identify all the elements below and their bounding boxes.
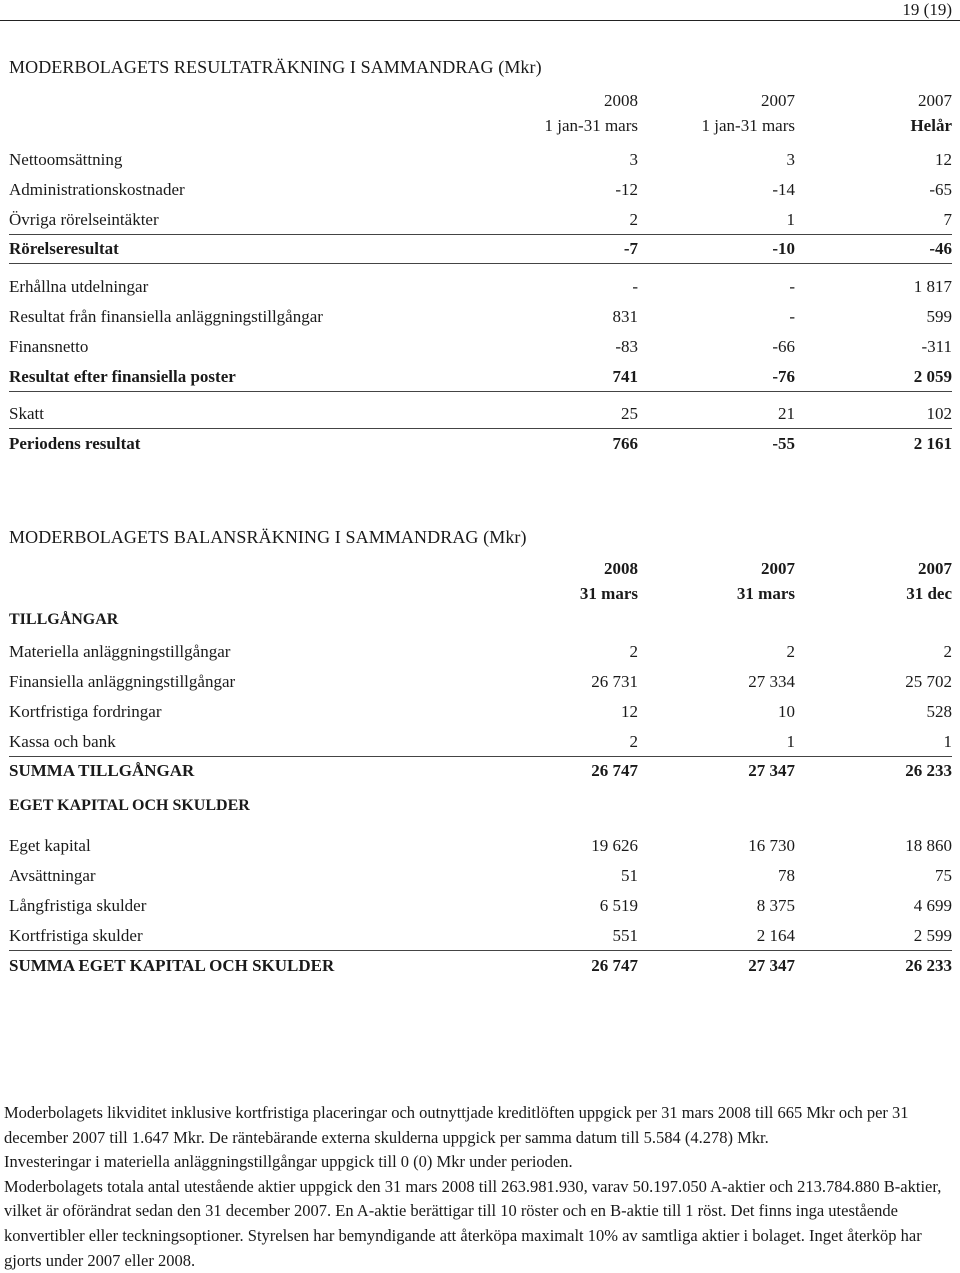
table-row — [9, 697, 952, 727]
row-value: 528 — [926, 702, 952, 721]
row-value: 26 233 — [905, 956, 952, 975]
row-value: 27 334 — [748, 672, 795, 691]
row-value: 1 — [786, 210, 795, 229]
row-value: 599 — [926, 307, 952, 326]
row-value: 26 747 — [591, 761, 638, 780]
row-value: -311 — [921, 337, 952, 356]
row-value: -14 — [772, 180, 795, 199]
row-label: Övriga rörelseintäkter — [9, 210, 159, 229]
row-value: 27 347 — [748, 761, 795, 780]
balance-col-3-year: 2007 — [918, 559, 952, 578]
balance-col-3-date: 31 dec — [906, 584, 952, 603]
row-label: Avsättningar — [9, 866, 96, 885]
row-value: -66 — [772, 337, 795, 356]
row-value: 26 731 — [591, 672, 638, 691]
balance-col-1-date: 31 mars — [579, 584, 638, 603]
table-row — [9, 332, 952, 362]
table-row — [9, 234, 952, 264]
income-col-3-year: 2007 — [918, 91, 952, 110]
table-row — [9, 175, 952, 205]
row-label: SUMMA EGET KAPITAL OCH SKULDER — [9, 956, 335, 975]
row-label: Erhållna utdelningar — [9, 277, 149, 296]
table-row — [9, 272, 952, 302]
balance-col-3-header — [762, 556, 952, 606]
row-value: 2 164 — [756, 926, 795, 945]
row-label: Skatt — [9, 404, 44, 423]
row-divider — [9, 391, 952, 392]
row-value: 7 — [943, 210, 952, 229]
row-value: 551 — [612, 926, 638, 945]
row-label: Finansnetto — [9, 337, 89, 356]
table-row — [9, 302, 952, 332]
row-value: 2 — [629, 642, 638, 661]
row-label: Materiella anläggningstillgångar — [9, 642, 231, 661]
row-value: 1 — [943, 732, 952, 751]
equity-heading: EGET KAPITAL OCH SKULDER — [9, 797, 250, 814]
row-value: -55 — [772, 434, 795, 453]
income-col-3-period: Helår — [910, 116, 952, 135]
note-liquidity: Moderbolagets likviditet inklusive kortfristiga placeringar och outnyttjade kreditlöften uppgick per 31 mars 2008 till 665 Mkr och per 31 december 2007 till 1.647 Mkr. De räntebärande externa skulderna uppgick per samma datum till 5.584 (4.278) Mkr. — [4, 1103, 909, 1147]
row-value: 27 347 — [748, 956, 795, 975]
row-value: -83 — [615, 337, 638, 356]
row-value: 21 — [778, 404, 795, 423]
row-value: 3 — [786, 150, 795, 169]
notes-section — [4, 1101, 956, 1273]
row-value: - — [789, 307, 795, 326]
row-value: -10 — [772, 239, 795, 258]
income-col-2-year: 2007 — [761, 91, 795, 110]
row-label: SUMMA TILLGÅNGAR — [9, 761, 195, 780]
row-value: 741 — [612, 367, 638, 386]
table-row — [9, 399, 952, 429]
table-row — [9, 831, 952, 861]
row-value: 12 — [935, 150, 952, 169]
table-row — [9, 891, 952, 921]
row-value: 18 860 — [905, 836, 952, 855]
row-label: Kortfristiga fordringar — [9, 702, 162, 721]
row-value: 3 — [629, 150, 638, 169]
income-statement-title: MODERBOLAGETS RESULTATRÄKNING I SAMMANDRAG (Mkr) — [9, 57, 542, 77]
row-value: 26 747 — [591, 956, 638, 975]
income-col-1-period: 1 jan-31 mars — [544, 116, 638, 135]
row-value: 831 — [612, 307, 638, 326]
table-row — [9, 756, 952, 786]
row-value: 26 233 — [905, 761, 952, 780]
row-value: 102 — [926, 404, 952, 423]
assets-heading: TILLGÅNGAR — [9, 611, 119, 628]
row-value: 2 — [943, 642, 952, 661]
table-row — [9, 667, 952, 697]
row-value: 4 699 — [913, 896, 952, 915]
balance-col-1-year: 2008 — [604, 559, 638, 578]
row-label: Kassa och bank — [9, 732, 116, 751]
table-row — [9, 727, 952, 757]
row-label: Finansiella anläggningstillgångar — [9, 672, 236, 691]
note-investments: Investeringar i materiella anläggningstillgångar uppgick till 0 (0) Mkr under perioden. — [4, 1152, 573, 1172]
note-shares: Moderbolagets totala antal utestående aktier uppgick den 31 mars 2008 till 263.981.930, varav 50.197.050 A-aktier och 213.784.880 B-aktier, vilket är oförändrat sedan den 31 december 2007. En A-aktie berättigar till 10 röster och en B-aktie till 1 röst. Det finns inga utestående konvertibler eller teckningsoptioner. Styrelsen har bemyndigande att återköpa maximalt 10% av samtliga aktier i bolaget. Inget återköp har gjorts under 2007 eller 2008. — [4, 1176, 942, 1270]
balance-col-2-year: 2007 — [761, 559, 795, 578]
row-label: Långfristiga skulder — [9, 896, 147, 915]
header-rule — [0, 20, 960, 21]
row-label: Administrationskostnader — [9, 180, 185, 199]
balance-sheet-title: MODERBOLAGETS BALANSRÄKNING I SAMMANDRAG (Mkr) — [9, 527, 527, 547]
row-value: 12 — [621, 702, 638, 721]
row-label: Periodens resultat — [9, 434, 141, 453]
table-row — [9, 205, 952, 235]
table-row — [9, 861, 952, 891]
row-value: 16 730 — [748, 836, 795, 855]
row-value: -65 — [929, 180, 952, 199]
row-value: 10 — [778, 702, 795, 721]
table-row — [9, 145, 952, 175]
row-label: Eget kapital — [9, 836, 91, 855]
row-value: 19 626 — [591, 836, 638, 855]
row-label: Kortfristiga skulder — [9, 926, 143, 945]
row-value: 2 161 — [913, 434, 952, 453]
row-value: 6 519 — [599, 896, 638, 915]
row-value: 2 — [786, 642, 795, 661]
row-label: Resultat efter finansiella poster — [9, 367, 236, 386]
row-label: Rörelseresultat — [9, 239, 119, 258]
row-value: 1 817 — [913, 277, 952, 296]
table-row — [9, 429, 952, 459]
row-value: 25 — [621, 404, 638, 423]
row-value: -7 — [623, 239, 638, 258]
row-value: 78 — [778, 866, 795, 885]
row-label: Nettoomsättning — [9, 150, 123, 169]
row-value: 1 — [786, 732, 795, 751]
row-value: -12 — [615, 180, 638, 199]
row-value: - — [632, 277, 638, 296]
row-value: 2 — [629, 732, 638, 751]
row-value: - — [789, 277, 795, 296]
row-value: 75 — [935, 866, 952, 885]
table-row — [9, 637, 952, 667]
table-row — [9, 951, 952, 981]
row-value: 2 059 — [913, 367, 952, 386]
income-col-3-header — [762, 88, 952, 138]
row-value: 25 702 — [905, 672, 952, 691]
row-value: 766 — [612, 434, 638, 453]
row-value: 51 — [621, 866, 638, 885]
income-col-2-period: 1 jan-31 mars — [701, 116, 795, 135]
income-col-1-year: 2008 — [604, 91, 638, 110]
row-value: 8 375 — [756, 896, 795, 915]
row-value: 2 — [629, 210, 638, 229]
table-row — [9, 362, 952, 392]
row-divider — [9, 263, 952, 264]
balance-col-2-date: 31 mars — [736, 584, 795, 603]
row-value: 2 599 — [913, 926, 952, 945]
row-value: -76 — [772, 367, 795, 386]
row-label: Resultat från finansiella anläggningstillgångar — [9, 307, 323, 326]
page-number: 19 (19) — [902, 0, 952, 19]
row-value: -46 — [929, 239, 952, 258]
table-row — [9, 921, 952, 951]
